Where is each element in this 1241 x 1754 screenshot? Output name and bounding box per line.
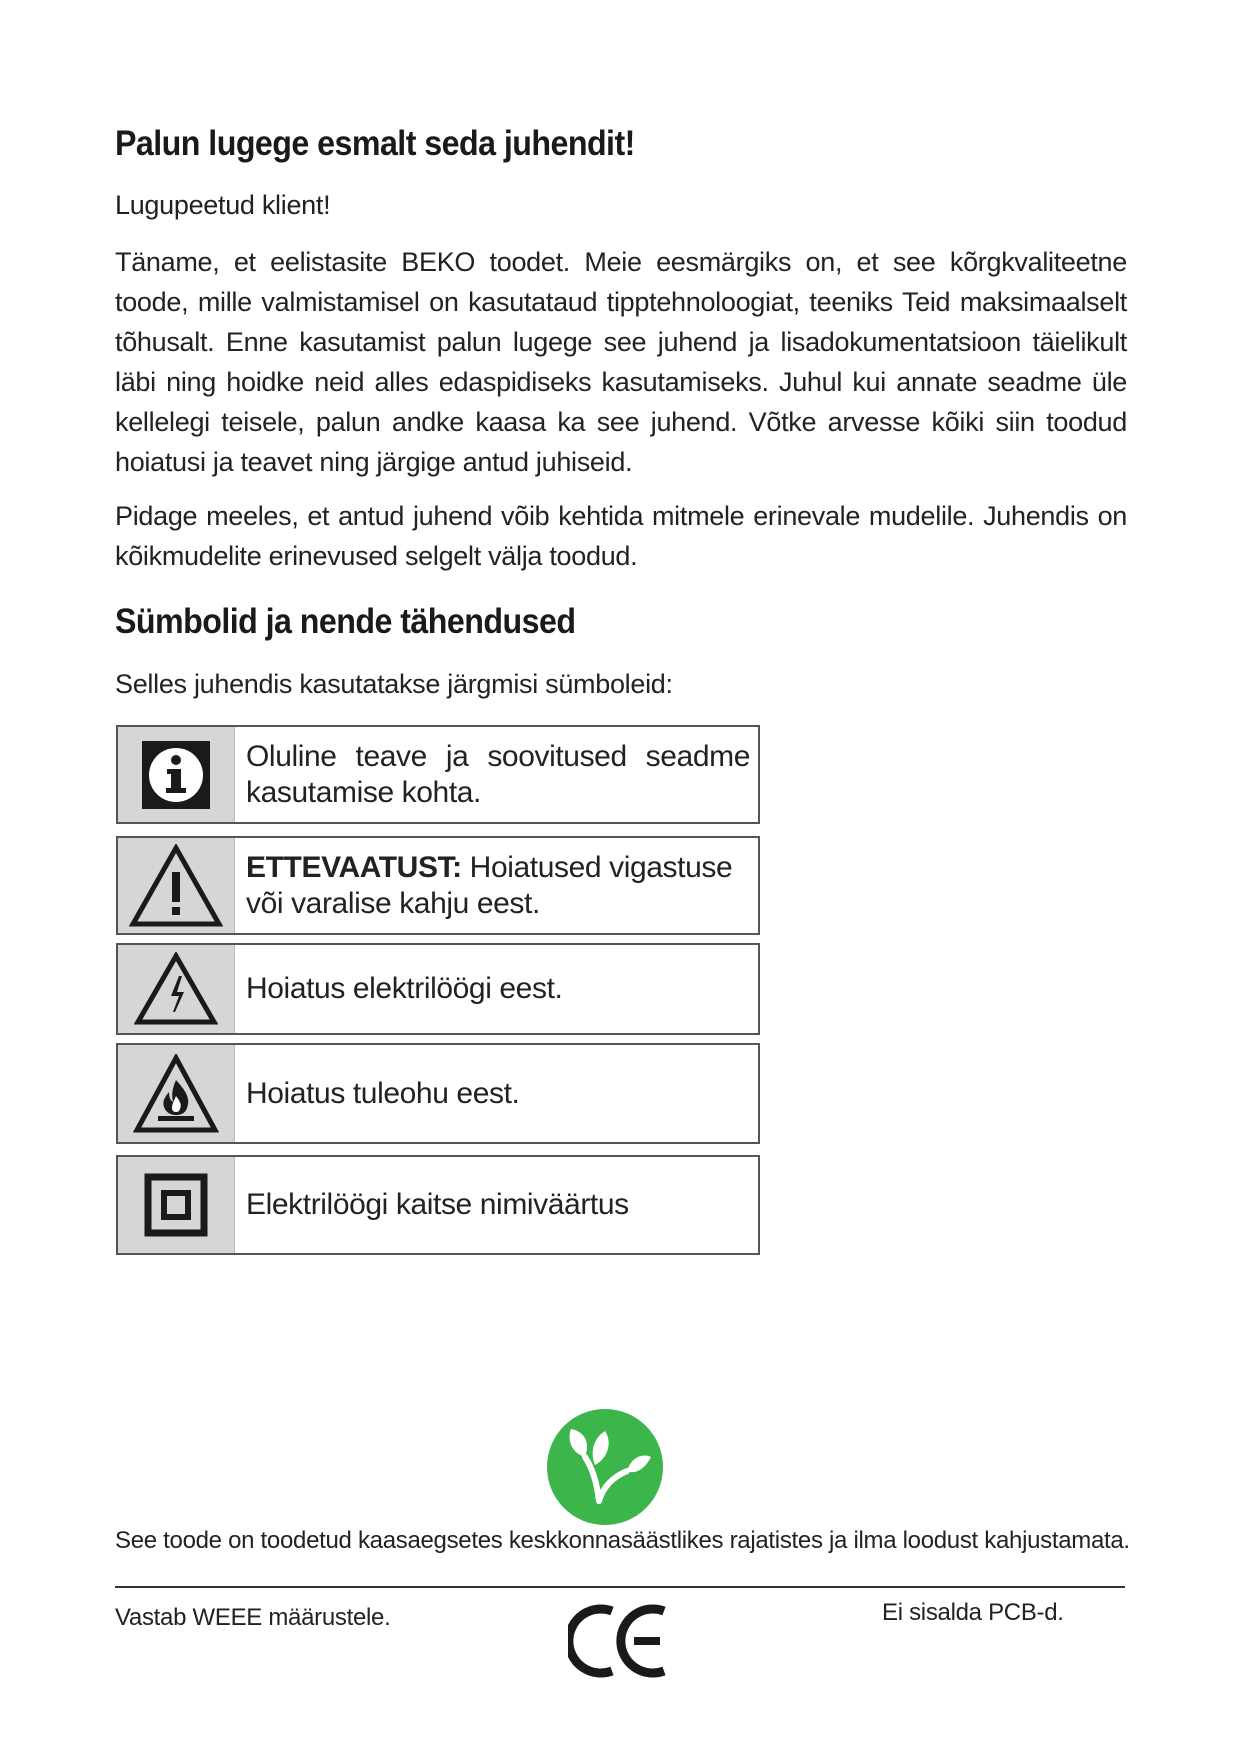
symbol-row-warning (116, 836, 760, 935)
warning-icon (118, 838, 235, 933)
symbol-row-electric (116, 943, 760, 1035)
intro-paragraph: Täname, et eelistasite BEKO toodet. Meie eesmärgiks on, et see kõrgkvaliteetne toode, mille valmistamisel on kasutataud tipptehnoloogiat, teeniks Teid maksimaalselt tõhusalt. Enne kasutamist palun lugege see juhend ja lisadokumentatsioon täielikult läbi ning hoidke neid alles edaspidiseks kasutamiseks. Juhul kui annate seadme üle kellelegi teisele, palun andke kaasa ka see juhend. Võtke arvesse kõiki siin toodud hoiatusi ja teavet ning järgige antud juhiseid. (115, 247, 1127, 477)
electric-shock-icon (118, 945, 235, 1033)
symbol-text-warning: Hoiatused vigastuse või varalise kahju eest. (246, 850, 733, 920)
symbol-row-info (116, 725, 760, 824)
symbol-text-fire: Hoiatus tuleohu eest. (246, 1076, 520, 1110)
caution-label: ETTEVAATUST: (246, 850, 462, 884)
symbol-text-info: Oluline teave ja soovitused seadme kasutamise kohta. (246, 739, 750, 809)
symbol-row-fire (116, 1043, 760, 1144)
symbol-row-insulation (116, 1155, 760, 1255)
symbol-text-insulation: Elektrilöögi kaitse nimiväärtus (246, 1188, 629, 1221)
divider (115, 1586, 1125, 1588)
greeting: Lugupeetud klient! (115, 190, 331, 220)
symbols-heading: Sümbolid ja nende tähendused (115, 602, 576, 641)
symbol-text-electric: Hoiatus elektrilöögi eest. (246, 972, 563, 1005)
page-title: Palun lugege esmalt seda juhendit! (115, 124, 635, 163)
models-note: Pidage meeles, et antud juhend võib kehtida mitmele erinevale mudelile. Juhendis on kõikmudelite erinevused selgelt välja toodud. (115, 501, 1127, 571)
eco-statement: See toode on toodetud kaasaegsetes keskkonnasäästlikes rajatistes ja ilma loodust kahjustamata. (115, 1527, 1130, 1554)
info-icon (118, 727, 235, 822)
double-insulation-icon (118, 1157, 235, 1253)
fire-hazard-icon (118, 1045, 235, 1142)
weee-compliance: Vastab WEEE määrustele. (115, 1604, 391, 1631)
symbols-intro: Selles juhendis kasutatakse järgmisi sümboleid: (115, 669, 673, 699)
ce-mark-icon (568, 1603, 674, 1679)
eco-leaf-icon (547, 1409, 663, 1525)
pcb-statement: Ei sisalda PCB-d. (882, 1599, 1064, 1626)
